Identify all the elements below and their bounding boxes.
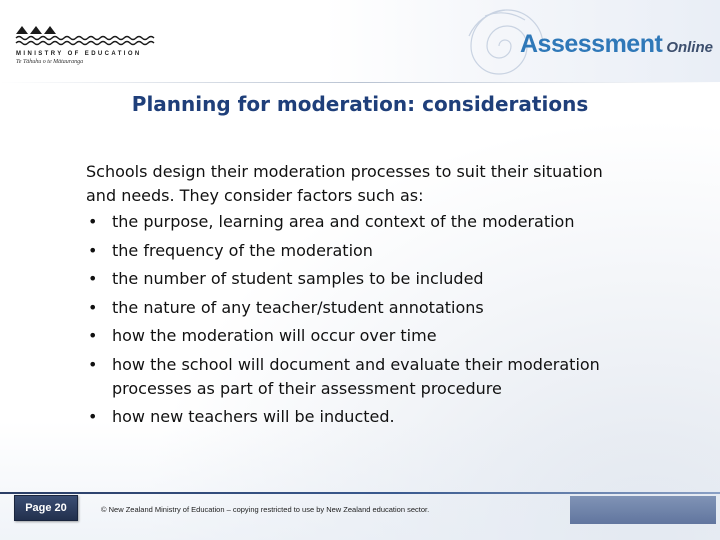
header-divider: [0, 82, 720, 83]
list-item-text: the frequency of the moderation: [112, 240, 373, 260]
bullet-icon: •: [88, 297, 98, 317]
list-item-text: how the school will document and evaluate their moderation processes as part of their assessment procedure: [112, 354, 600, 398]
list-item-text: how the moderation will occur over time: [112, 326, 437, 345]
list-item-text: the purpose, learning area and context of the moderation: [112, 212, 575, 231]
list-item: [86, 267, 626, 291]
list-item-text: how new teachers will be inducted.: [112, 407, 395, 426]
bullet-icon: •: [88, 326, 98, 345]
footer-divider: [0, 492, 720, 494]
brand-main: Assessment: [520, 30, 663, 58]
list-item: [86, 210, 626, 234]
ministry-name: MINISTRY OF EDUCATION: [16, 51, 142, 57]
page-number-badge: Page 20: [14, 495, 78, 521]
list-item: [86, 405, 626, 429]
assessment-online-logo: [520, 30, 713, 59]
bullet-icon: •: [88, 269, 98, 288]
bullet-icon: •: [88, 212, 98, 231]
list-item: [86, 353, 626, 401]
slide-content: [86, 160, 626, 434]
ministry-maori-name: Te Tāhuhu o te Mātauranga: [16, 59, 84, 65]
footer-accent-box: [570, 496, 716, 524]
considerations-list: [86, 210, 626, 429]
copyright-notice: © New Zealand Ministry of Education – copying restricted to use by New Zealand education sector.: [101, 505, 430, 514]
bullet-icon: •: [88, 354, 98, 374]
bullet-icon: •: [88, 240, 98, 260]
list-item-text: the nature of any teacher/student annotations: [112, 297, 484, 317]
list-item: [86, 239, 626, 263]
list-item: [86, 324, 626, 348]
list-item: [86, 296, 626, 320]
brand-sub: Online: [666, 39, 713, 56]
slide-title: Planning for moderation: considerations: [131, 92, 589, 116]
list-item-text: the number of student samples to be included: [112, 269, 484, 288]
bullet-icon: •: [88, 407, 98, 426]
intro-paragraph: Schools design their moderation processes to suit their situation and needs. They consider factors such as:: [86, 162, 603, 205]
